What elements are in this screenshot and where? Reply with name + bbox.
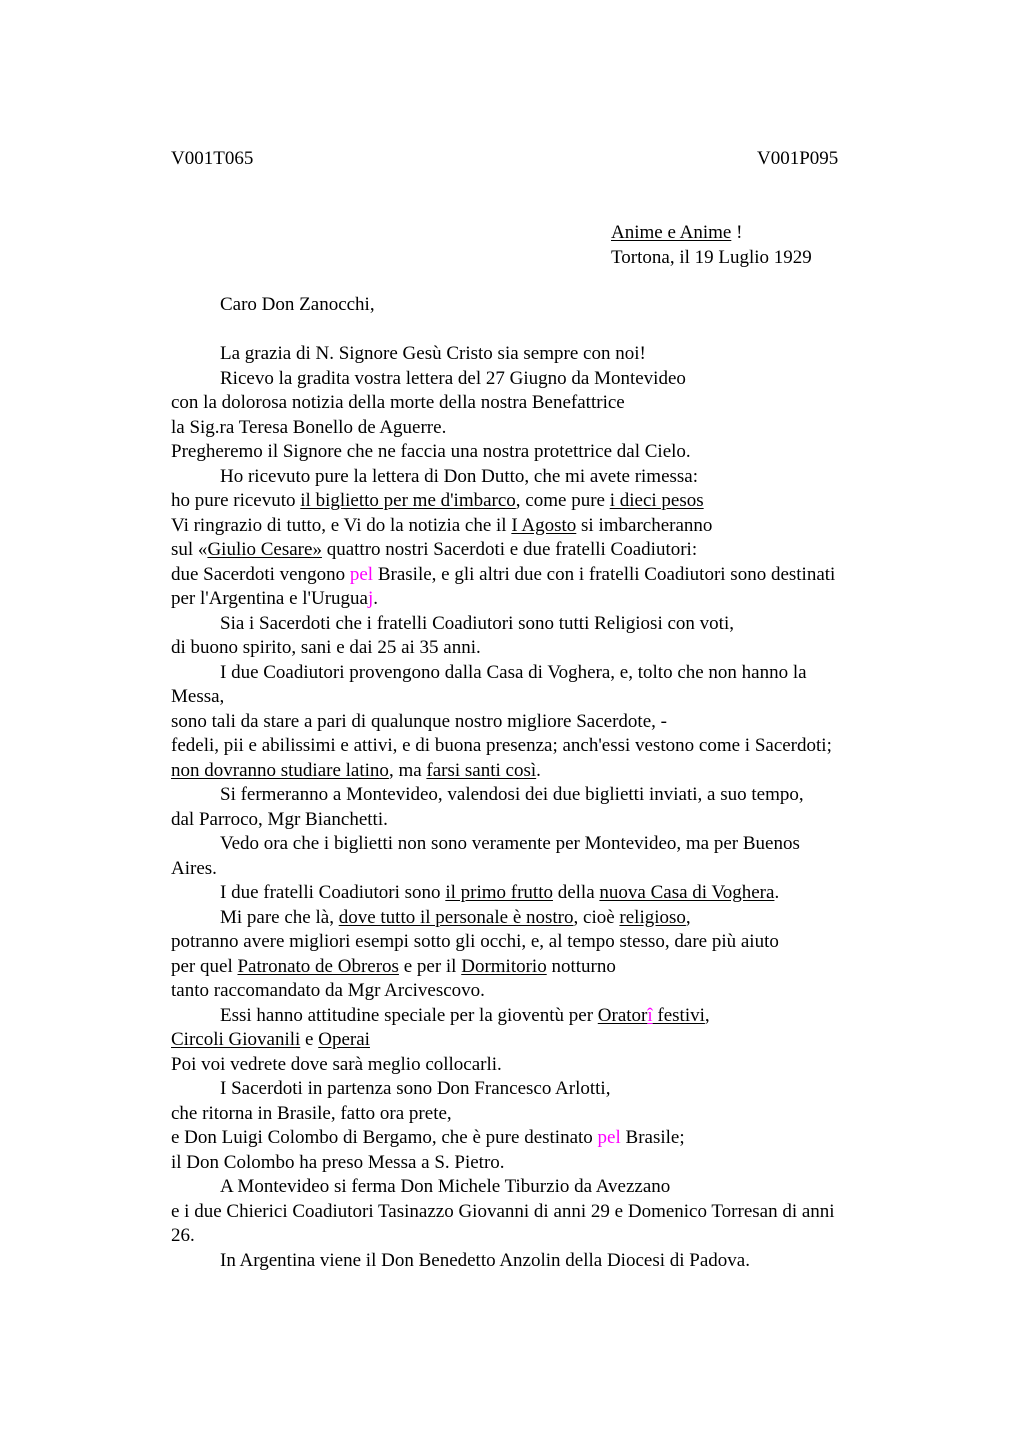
- body-line: [171, 1175, 911, 1200]
- underlined-text: Giulio Cesare»: [207, 539, 322, 560]
- body-line: [171, 1126, 911, 1151]
- body-line: [171, 563, 911, 588]
- underlined-text: nuova Casa di Voghera: [599, 882, 775, 903]
- body-line: [171, 416, 911, 441]
- text-segment: della: [552, 882, 600, 903]
- body-line: [171, 587, 911, 612]
- text-segment: Brasile;: [620, 1127, 685, 1148]
- letter-heading: [611, 221, 812, 270]
- underlined-text: dove tutto il personale è nostro: [338, 906, 574, 928]
- body-line: [171, 636, 911, 661]
- body-line: [171, 955, 911, 980]
- text-segment: In Argentina viene il Don Benedetto Anzolin della Diocesi di Padova.: [220, 1249, 750, 1271]
- underlined-text: Circoli Giovanili: [171, 1029, 301, 1050]
- document-code-left: V001T065: [171, 148, 254, 169]
- underlined-text: non dovranno studiare latino: [171, 759, 389, 781]
- text-segment: I Sacerdoti in partenza sono Don Francesco Arlotti,: [220, 1078, 611, 1099]
- underlined-text: I Agosto: [511, 514, 577, 536]
- body-line: [171, 1200, 911, 1225]
- underlined-text: festivi: [652, 1004, 705, 1026]
- text-segment: ho pure ricevuto: [171, 490, 301, 511]
- body-line: [171, 857, 911, 882]
- body-line: [171, 1102, 911, 1127]
- text-segment: Vi ringrazio di tutto, e Vi do la notizia che il: [171, 514, 512, 536]
- body-line: [171, 440, 911, 465]
- text-segment: Poi voi vedrete dove sarà meglio collocarli.: [171, 1053, 502, 1075]
- underlined-text: î: [647, 1004, 653, 1026]
- text-segment: Mi pare che là,: [220, 906, 339, 928]
- text-segment: I due fratelli Coadiutori sono: [220, 882, 446, 903]
- text-segment: .: [774, 882, 780, 903]
- body-line: [171, 465, 911, 490]
- text-segment: Vedo ora che i biglietti non sono veramente per Montevideo, ma per Buenos: [220, 833, 800, 854]
- text-segment: per quel: [171, 955, 238, 977]
- text-segment: Brasile, e gli altri due con i fratelli Coadiutori sono destinati: [373, 563, 836, 585]
- text-segment: .: [536, 759, 541, 781]
- body-line: [171, 342, 911, 367]
- text-segment: , cioè: [573, 906, 620, 928]
- body-line: [171, 881, 911, 906]
- body-line: [171, 930, 911, 955]
- body-line: [171, 391, 911, 416]
- text-segment: per l'Argentina e l'Urugua: [171, 588, 368, 609]
- text-segment: di buono spirito, sani e dai 25 ai 35 anni.: [171, 637, 481, 658]
- text-segment: fedeli, pii e abilissimi e attivi, e di buona presenza; anch'essi vestono come i Sacerdoti;: [171, 735, 832, 756]
- place-date: Tortona, il 19 Luglio 1929: [611, 246, 812, 268]
- text-segment: Ho ricevuto pure la lettera di Don Dutto, che mi avete rimessa:: [220, 465, 699, 487]
- text-segment: potranno avere migliori esempi sotto gli occhi, e, al tempo stesso, dare più aiuto: [171, 931, 779, 952]
- text-segment: tanto raccomandato da Mgr Arcivescovo.: [171, 980, 485, 1001]
- underlined-text: il primo frutto: [445, 882, 553, 903]
- body-line: [171, 1151, 911, 1176]
- text-segment: sono tali da stare a pari di qualunque nostro migliore Sacerdote, -: [171, 710, 667, 732]
- text-segment: La grazia di N. Signore Gesù Cristo sia sempre con noi!: [220, 343, 646, 364]
- underlined-text: Dormitorio: [461, 955, 547, 977]
- body-line: [171, 1077, 911, 1102]
- text-segment: .: [373, 588, 378, 609]
- text-segment: Aires.: [171, 857, 217, 879]
- text-segment: la Sig.ra Teresa Bonello de Aguerre.: [171, 416, 447, 438]
- text-segment: Essi hanno attitudine speciale per la gioventù per: [220, 1004, 598, 1026]
- body-line: [171, 489, 911, 514]
- body-line: [171, 1053, 911, 1078]
- body-line: [171, 710, 911, 735]
- highlighted-text: pel: [349, 563, 374, 585]
- underlined-text: farsi santi così: [426, 759, 537, 781]
- body-line: [171, 612, 911, 637]
- text-segment: , ma: [388, 759, 427, 781]
- body-line: [171, 979, 911, 1004]
- text-segment: e i due Chierici Coadiutori Tasinazzo Giovanni di anni 29 e Domenico Torresan di anni: [171, 1200, 835, 1222]
- text-segment: due Sacerdoti vengono: [171, 563, 350, 585]
- text-segment: con la dolorosa notizia della morte della nostra Benefattrice: [171, 392, 625, 413]
- text-segment: Si fermeranno a Montevideo, valendosi dei due biglietti inviati, a suo tempo,: [220, 784, 804, 805]
- body-line: [171, 367, 911, 392]
- body-line: [171, 514, 911, 539]
- highlighted-text: j: [367, 588, 374, 609]
- text-segment: Pregheremo il Signore che ne faccia una nostra protettrice dal Cielo.: [171, 441, 691, 462]
- body-line: [171, 685, 911, 710]
- body-line: [171, 783, 911, 808]
- body-line: [171, 1224, 911, 1249]
- text-segment: , come pure: [515, 490, 610, 511]
- highlighted-text: pel: [597, 1127, 621, 1148]
- text-segment: ,: [704, 1004, 710, 1026]
- body-line: [171, 538, 911, 563]
- body-line: [171, 734, 911, 759]
- letter-title: Anime e Anime: [611, 222, 732, 243]
- text-segment: e: [300, 1029, 319, 1050]
- body-line: [171, 1028, 911, 1053]
- underlined-text: religioso: [619, 906, 686, 928]
- salutation: Caro Don Zanocchi,: [220, 294, 375, 315]
- underlined-text: Operai: [318, 1029, 370, 1050]
- underlined-text: Orator: [597, 1004, 648, 1026]
- text-segment: sul «: [171, 539, 208, 560]
- text-segment: e Don Luigi Colombo di Bergamo, che è pure destinato: [171, 1127, 598, 1148]
- text-segment: 26.: [171, 1225, 195, 1246]
- body-line: [171, 808, 911, 833]
- text-segment: quattro nostri Sacerdoti e due fratelli Coadiutori:: [321, 539, 698, 560]
- text-segment: e per il: [398, 955, 462, 977]
- text-segment: che ritorna in Brasile, fatto ora prete,: [171, 1102, 452, 1124]
- text-segment: I due Coadiutori provengono dalla Casa di Voghera, e, tolto che non hanno la: [220, 661, 807, 683]
- text-segment: Messa,: [171, 686, 225, 707]
- body-line: [171, 1004, 911, 1029]
- text-segment: ,: [685, 906, 691, 928]
- letter-title-line: [611, 221, 812, 246]
- text-segment: il Don Colombo ha preso Messa a S. Pietro.: [171, 1151, 505, 1173]
- underlined-text: il biglietto per me d'imbarco: [300, 490, 516, 511]
- text-segment: Sia i Sacerdoti che i fratelli Coadiutori sono tutti Religiosi con voti,: [220, 612, 734, 634]
- body-line: [171, 661, 911, 686]
- text-segment: Ricevo la gradita vostra lettera del 27 Giugno da Montevideo: [220, 367, 686, 389]
- letter-body: [171, 342, 911, 1273]
- document-code-right: V001P095: [757, 148, 839, 169]
- text-segment: notturno: [546, 955, 616, 977]
- text-segment: si imbarcheranno: [576, 514, 713, 536]
- body-line: [171, 832, 911, 857]
- text-segment: dal Parroco, Mgr Bianchetti.: [171, 808, 388, 830]
- letter-title-suffix: !: [731, 222, 743, 243]
- body-line: [171, 759, 911, 784]
- underlined-text: i dieci pesos: [609, 490, 704, 511]
- body-line: [171, 906, 911, 931]
- underlined-text: Patronato de Obreros: [237, 955, 399, 977]
- body-line: [171, 1249, 911, 1274]
- text-segment: A Montevideo si ferma Don Michele Tiburzio da Avezzano: [220, 1176, 671, 1197]
